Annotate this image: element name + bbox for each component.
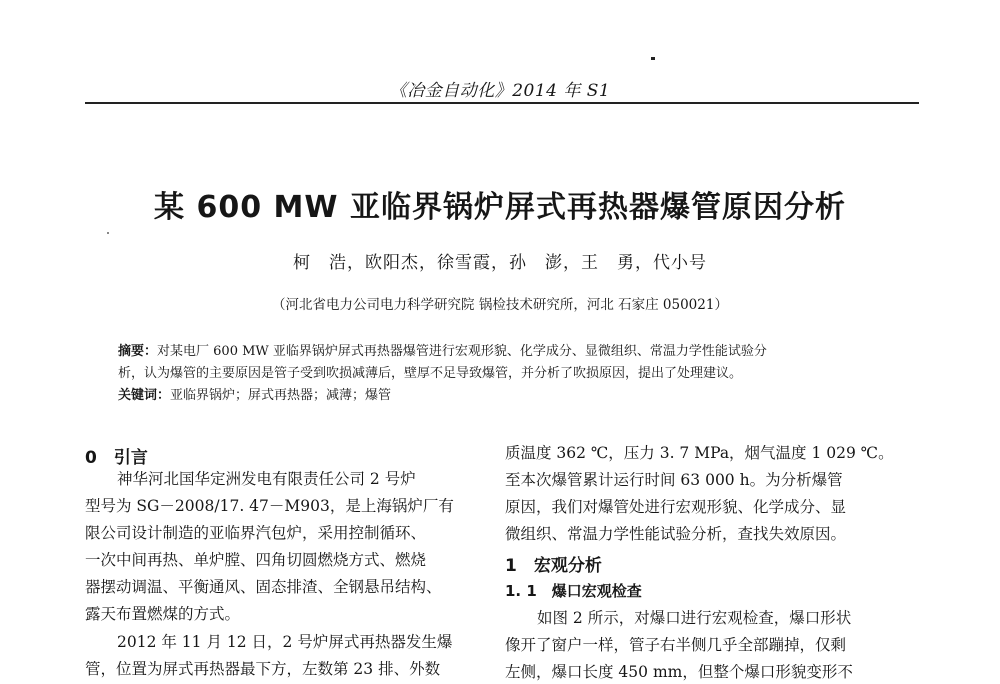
right-line-3: 原因，我们对爆管处进行宏观形貌、化学成分、显: [505, 498, 847, 516]
keywords-line: [118, 384, 391, 403]
journal-header: 《冶金自动化》2014 年 S1: [389, 81, 611, 101]
right-line-6: 像开了窗户一样，管子右半侧几乎全部蹦掉，仅剩: [505, 636, 847, 654]
abstract-text-1: 对某电厂 600 MW 亚临界锅炉屏式再热器爆管进行宏观形貌、化学成分、显微组织、常温力学性能试验分: [157, 344, 767, 359]
right-line-1: 质温度 362 ℃，压力 3. 7 MPa，烟气温度 1 029 ℃。: [505, 444, 894, 462]
paper-title: 某 600 MW 亚临界锅炉屏式再热器爆管原因分析: [154, 190, 846, 225]
left-line-2: 型号为 SG－2008/17. 47－M903，是上海锅炉厂有: [85, 497, 454, 515]
scan-speck: [651, 57, 655, 60]
left-line-7: 2012 年 11 月 12 日，2 号炉屏式再热器发生爆: [117, 633, 453, 651]
header-rule: [85, 102, 919, 104]
affiliation: （河北省电力公司电力科学研究院 锅检技术研究所，河北 石家庄 050021）: [272, 297, 728, 313]
left-line-1: 神华河北国华定洲发电有限责任公司 2 号炉: [117, 470, 416, 488]
keywords-text: 亚临界锅炉；屏式再热器；减薄；爆管: [170, 388, 392, 403]
right-line-2: 至本次爆管累计运行时间 63 000 h。为分析爆管: [505, 471, 843, 489]
scan-dot: [107, 232, 109, 234]
left-line-4: 一次中间再热、单炉膛、四角切圆燃烧方式、燃烧: [85, 551, 427, 569]
right-line-4: 微组织、常温力学性能试验分析，查找失效原因。: [505, 525, 847, 543]
abstract-line-1: [118, 340, 767, 359]
subsection-1-1-heading: 1. 1 爆口宏观检查: [505, 582, 642, 600]
left-line-6: 露天布置燃煤的方式。: [85, 605, 241, 623]
section-0-heading: 0 引言: [85, 448, 148, 468]
keywords-label: 关键词：: [118, 388, 171, 403]
section-1-heading: 1 宏观分析: [505, 556, 602, 576]
right-line-5: 如图 2 所示，对爆口进行宏观检查，爆口形状: [537, 609, 852, 627]
right-line-7: 左侧，爆口长度 450 mm，但整个爆口形貌变形不: [505, 663, 853, 681]
left-line-3: 限公司设计制造的亚临界汽包炉，采用控制循环、: [85, 524, 427, 542]
abstract-line-2: 析，认为爆管的主要原因是管子受到吹损减薄后，壁厚不足导致爆管，并分析了吹损原因，提出了处理建议。: [118, 366, 743, 381]
abstract-label: 摘要：: [118, 344, 158, 359]
left-line-8: 管，位置为屏式再热器最下方，左数第 23 排、外数: [85, 660, 441, 678]
left-line-5: 器摆动调温、平衡通风、固态排渣、全钢悬吊结构、: [85, 578, 442, 596]
author-list: 柯 浩，欧阳杰，徐雪霞，孙 澎，王 勇，代小号: [293, 253, 707, 273]
